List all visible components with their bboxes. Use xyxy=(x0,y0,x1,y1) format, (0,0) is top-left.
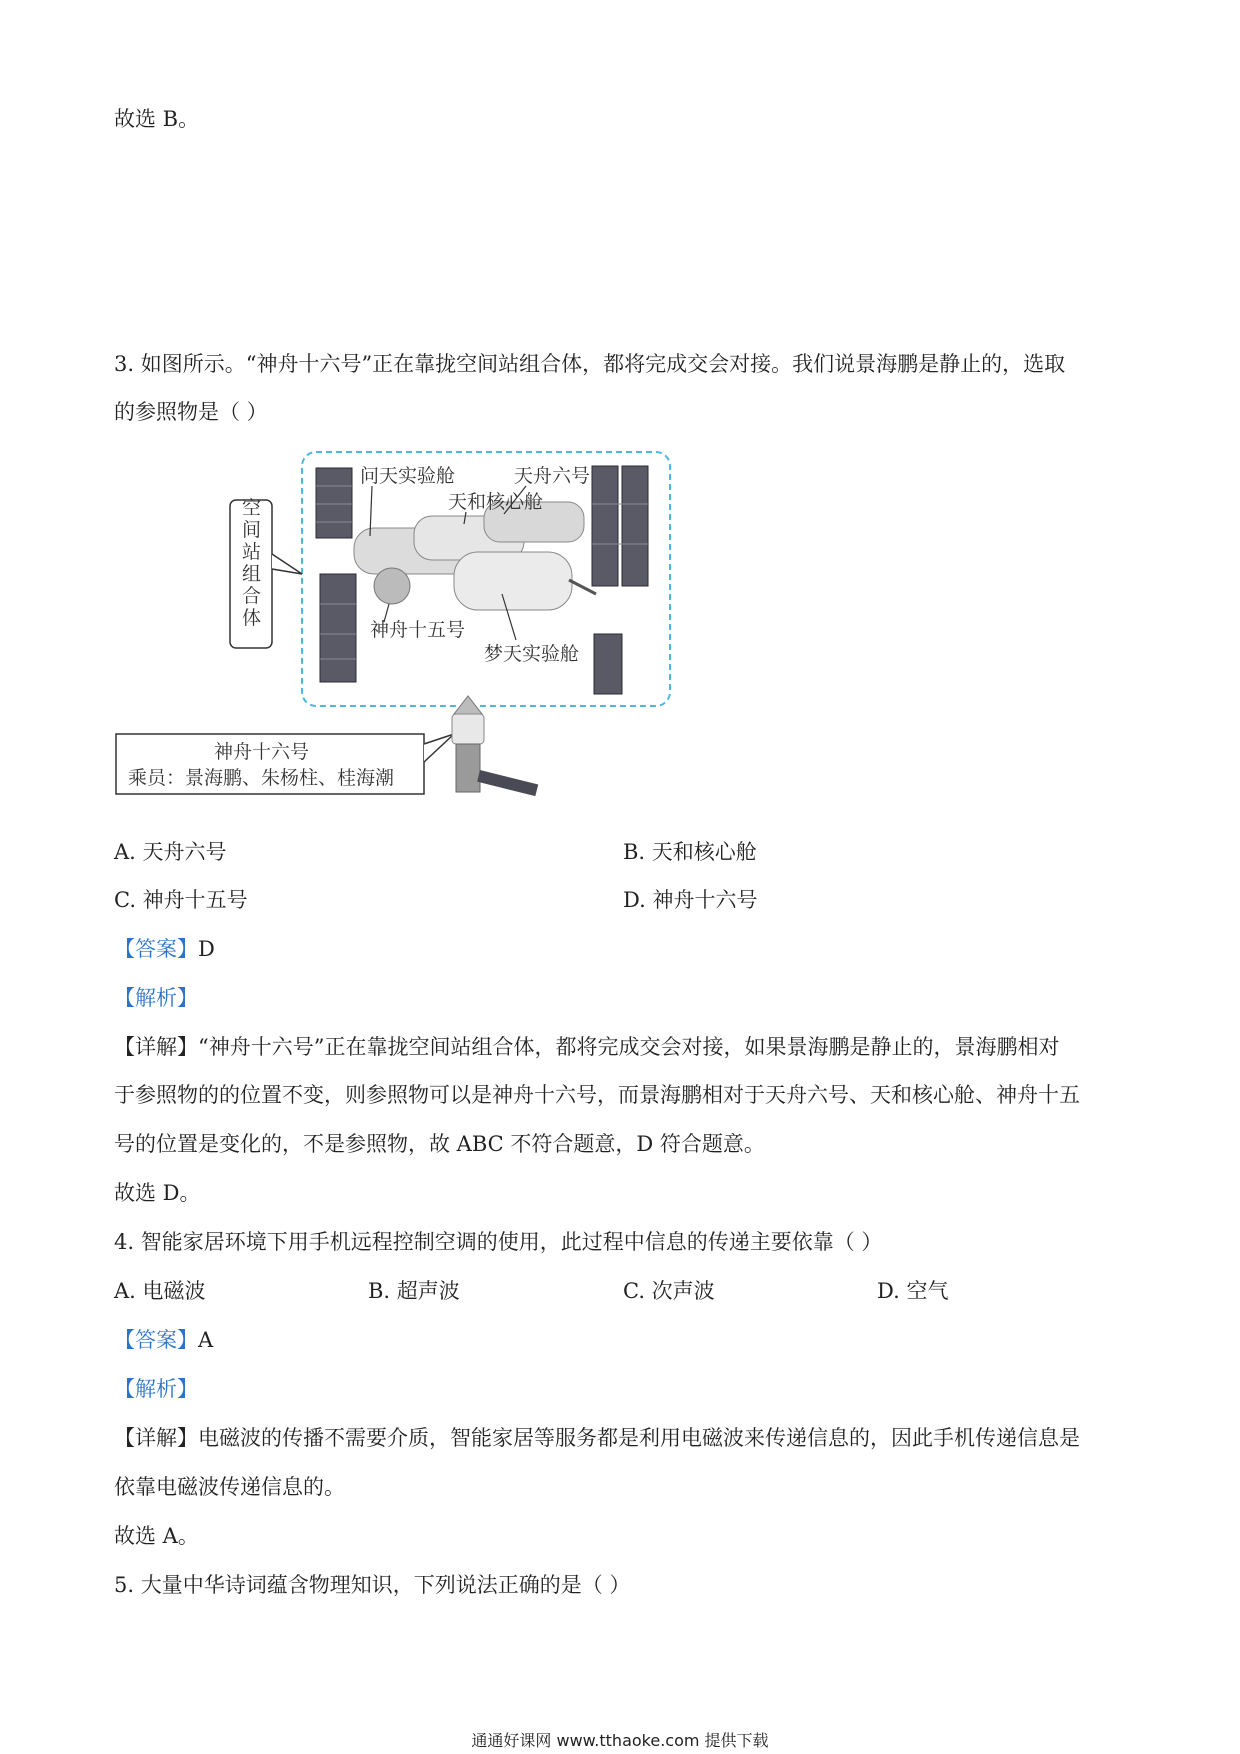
q4-option-b: B. 超声波 xyxy=(368,1279,460,1303)
q3-option-d: D. 神舟十六号 xyxy=(623,888,758,912)
shenzhou15-module xyxy=(374,568,410,604)
analysis-tag: 【解析】 xyxy=(114,1377,198,1401)
detail-text: 电磁波的传播不需要介质，智能家居等服务都是利用电磁波来传递信息的，因此手机传递信息是 xyxy=(198,1426,1080,1450)
sz16-craft-top xyxy=(454,696,482,714)
solar-panel-left-bottom xyxy=(320,574,356,682)
station-label-char: 空间站组合体 xyxy=(242,497,262,629)
answer-value: D xyxy=(198,937,215,961)
q4-option-d: D. 空气 xyxy=(877,1279,949,1303)
sz16-craft-service xyxy=(456,744,480,792)
solar-panel-right-top-2 xyxy=(622,466,648,586)
label-tianhe: 天和核心舱 xyxy=(448,491,544,513)
q4-detail-line1 xyxy=(114,1423,1080,1453)
mengtian-module xyxy=(454,552,572,610)
q4-detail-line2: 依靠电磁波传递信息的。 xyxy=(114,1475,345,1499)
q4-option-a: A. 电磁波 xyxy=(114,1279,206,1303)
detail-text: “神舟十六号”正在靠拢空间站组合体，都将完成交会对接，如果景海鹏是静止的，景海鹏相对 xyxy=(198,1035,1060,1059)
sz16-craft-body xyxy=(452,714,484,744)
q5-stem: 5. 大量中华诗词蕴含物理知识，下列说法正确的是（ ） xyxy=(114,1573,631,1597)
solar-panel-left-top xyxy=(316,468,352,538)
label-tianzhou: 天舟六号 xyxy=(514,465,591,487)
label-shenzhou15: 神舟十五号 xyxy=(370,619,466,641)
q3-option-a: A. 天舟六号 xyxy=(114,840,227,864)
q2-conclusion: 故选 B。 xyxy=(114,107,200,131)
space-station-figure xyxy=(114,444,674,824)
q3-stem-line2: 的参照物是（ ） xyxy=(114,400,268,424)
q3-option-b: B. 天和核心舱 xyxy=(623,840,757,864)
answer-value: A xyxy=(198,1328,214,1352)
sz16-solar-panel xyxy=(477,770,538,796)
label-wentian: 问天实验舱 xyxy=(360,465,456,487)
answer-tag: 【答案】 xyxy=(114,1328,198,1352)
q3-stem-line1: 3. 如图所示。“神舟十六号”正在靠拢空间站组合体，都将完成交会对接。我们说景海鹏是静止的，选取 xyxy=(114,352,1066,376)
q3-option-c: C. 神舟十五号 xyxy=(114,888,248,912)
q4-analysis xyxy=(114,1374,198,1404)
detail-tag: 【详解】 xyxy=(114,1035,198,1059)
label-sz16-name: 神舟十六号 xyxy=(214,741,310,763)
q3-detail-line2: 于参照物的的位置不变，则参照物可以是神舟十六号，而景海鹏相对于天舟六号、天和核心舱、神舟十五 xyxy=(114,1083,1080,1107)
solar-panel-right-top-1 xyxy=(592,466,618,586)
q3-analysis xyxy=(114,983,198,1013)
q3-answer xyxy=(114,934,215,964)
detail-tag: 【详解】 xyxy=(114,1426,198,1450)
q3-detail-line3: 号的位置是变化的，不是参照物，故 ABC 不符合题意，D 符合题意。 xyxy=(114,1132,765,1156)
q3-detail-line1 xyxy=(114,1032,1059,1062)
q4-conclusion: 故选 A。 xyxy=(114,1524,199,1548)
q4-option-c: C. 次声波 xyxy=(623,1279,715,1303)
page-footer: 通通好课网 www.tthaoke.com 提供下载 xyxy=(471,1731,769,1750)
q4-answer xyxy=(114,1325,213,1355)
q3-conclusion: 故选 D。 xyxy=(114,1181,201,1205)
label-mengtian: 梦天实验舱 xyxy=(484,643,580,665)
q4-stem: 4. 智能家居环境下用手机远程控制空调的使用，此过程中信息的传递主要依靠（ ） xyxy=(114,1230,883,1254)
label-sz16-crew: 乘员：景海鹏、朱杨柱、桂海潮 xyxy=(128,767,395,789)
answer-tag: 【答案】 xyxy=(114,937,198,961)
analysis-tag: 【解析】 xyxy=(114,986,198,1010)
solar-panel-right-bottom xyxy=(594,634,622,694)
